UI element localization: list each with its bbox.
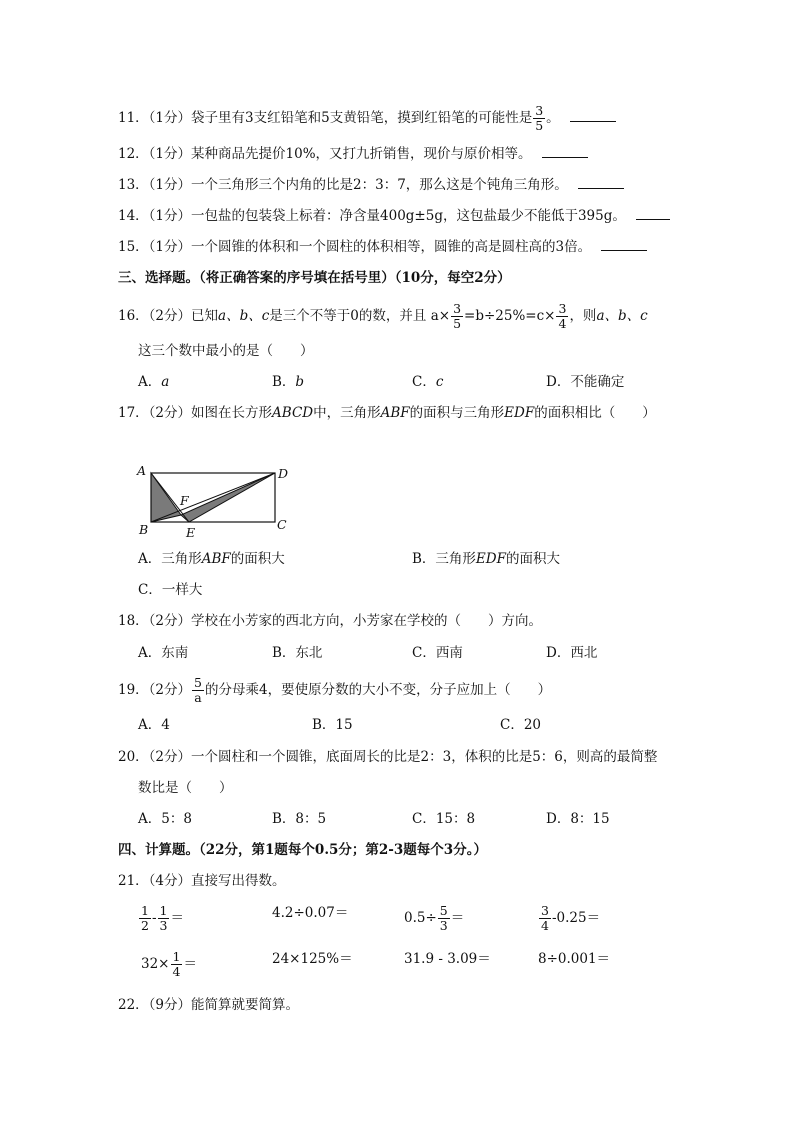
answer-blank[interactable] (570, 109, 616, 122)
question-14 (118, 207, 670, 225)
fraction: $\frac{3}{5}$ (453, 301, 462, 331)
question-text: 13．（1分）一个三角形三个内角的比是2：3：7，那么这是个钝角三角形。 (118, 177, 568, 193)
fraction: $\frac{3}{4}$ (558, 301, 567, 331)
option-c[interactable]: C．一样大 (138, 582, 203, 598)
question-17: 17．（2分）如图在长方形ABCD中，三角形ABF的面积与三角形EDF的面积相比（ ） (118, 405, 656, 421)
question-19: 19．（2分） $\frac{5}{a}$ 的分母乘4，要使原分数的大小不变，分子应加上（ ） (118, 675, 552, 705)
question-13 (118, 176, 624, 194)
calc-item: 31.9 - 3.09＝ (404, 951, 491, 967)
option-a[interactable]: A．a (138, 374, 170, 390)
calc-item: $\frac{3}{4}$ -0.25＝ (541, 903, 601, 933)
label-e: E (186, 525, 196, 540)
question-12 (118, 145, 588, 163)
question-21: 21．（4分）直接写出得数。 (118, 873, 286, 889)
section-heading-calculation: 四、计算题。（22分，第1题每个0.5分；第2-3题每个3分。） (118, 842, 487, 858)
option-d[interactable]: D．不能确定 (546, 374, 625, 390)
calc-item: 24×125%＝ (272, 951, 353, 967)
fraction: $\frac{3}{5}$ (535, 103, 544, 133)
rectangle-figure (130, 458, 300, 544)
label-c: C (277, 517, 287, 532)
question-15 (118, 238, 647, 256)
calc-item: 0.5÷ $\frac{5}{3}$ ＝ (404, 903, 465, 933)
option-b[interactable]: B．8：5 (272, 811, 327, 827)
calc-item: 32× $\frac{1}{4}$ ＝ (141, 949, 197, 979)
option-b[interactable]: B．15 (312, 717, 353, 733)
answer-blank[interactable] (601, 238, 647, 251)
label-d: D (278, 466, 289, 481)
option-c[interactable]: C．c (412, 374, 444, 390)
answer-blank[interactable] (542, 145, 588, 158)
question-text: 15．（1分）一个圆锥的体积和一个圆柱的体积相等，圆锥的高是圆柱高的3倍。 (118, 239, 592, 255)
calc-item: 4.2÷0.07＝ (272, 905, 349, 921)
option-d[interactable]: D．8：15 (546, 811, 610, 827)
question-16-line2: 这三个数中最小的是（ ） (138, 343, 314, 359)
option-b[interactable]: B．b (272, 374, 305, 390)
question-text: 12．（1分）某种商品先提价10%，又打九折销售，现价与原价相等。 (118, 146, 532, 162)
option-a[interactable]: A．5：8 (138, 811, 192, 827)
question-20-line2: 数比是（ ） (138, 780, 233, 796)
label-a: A (137, 463, 147, 478)
answer-blank[interactable] (578, 176, 624, 189)
calc-item: 8÷0.001＝ (538, 951, 611, 967)
option-b[interactable]: B．三角形EDF的面积大 (412, 551, 560, 567)
option-c[interactable]: C．15：8 (412, 811, 476, 827)
question-18: 18．（2分）学校在小芳家的西北方向，小芳家在学校的（ ）方向。 (118, 613, 543, 629)
triangle-abf (151, 473, 181, 522)
option-d[interactable]: D．西北 (546, 645, 598, 661)
calc-item: $\frac{1}{2}$ - $\frac{1}{3}$ ＝ (141, 903, 184, 933)
section-heading-choice: 三、选择题。（将正确答案的序号填在括号里）（10分，每空2分） (118, 270, 511, 286)
question-16: 16．（2分）已知a、b、c是三个不等于0的数，并且 a× $\frac{3}{5}$ =b÷25%=c× $\frac{3}{4}$ ，则a、b、c (118, 301, 648, 331)
label-b: B (139, 522, 149, 537)
label-f: F (180, 493, 189, 508)
option-c[interactable]: C．西南 (412, 645, 463, 661)
option-b[interactable]: B．东北 (272, 645, 323, 661)
question-text: 14．（1分）一包盐的包装袋上标着：净含量400g±5g，这包盐最少不能低于395g。 (118, 208, 626, 224)
question-20: 20．（2分）一个圆柱和一个圆锥，底面周长的比是2：3，体积的比是5：6，则高的最简整 (118, 749, 658, 765)
question-11: 11．（1分）袋子里有3支红铅笔和5支黄铅笔，摸到红铅笔的可能性是 $\frac{3}{5}$ 。 (118, 104, 616, 133)
question-22: 22．（9分）能简算就要简算。 (118, 997, 300, 1013)
triangle-edf (181, 473, 275, 522)
question-text: 11．（1分）袋子里有3支红铅笔和5支黄铅笔，摸到红铅笔的可能性是 (118, 110, 533, 126)
option-a[interactable]: A．三角形ABF的面积大 (138, 551, 285, 567)
option-a[interactable]: A．4 (138, 717, 170, 733)
answer-blank[interactable] (636, 207, 670, 220)
option-a[interactable]: A．东南 (138, 645, 189, 661)
fraction: $\frac{5}{a}$ (194, 675, 202, 705)
option-c[interactable]: C．20 (500, 717, 542, 733)
